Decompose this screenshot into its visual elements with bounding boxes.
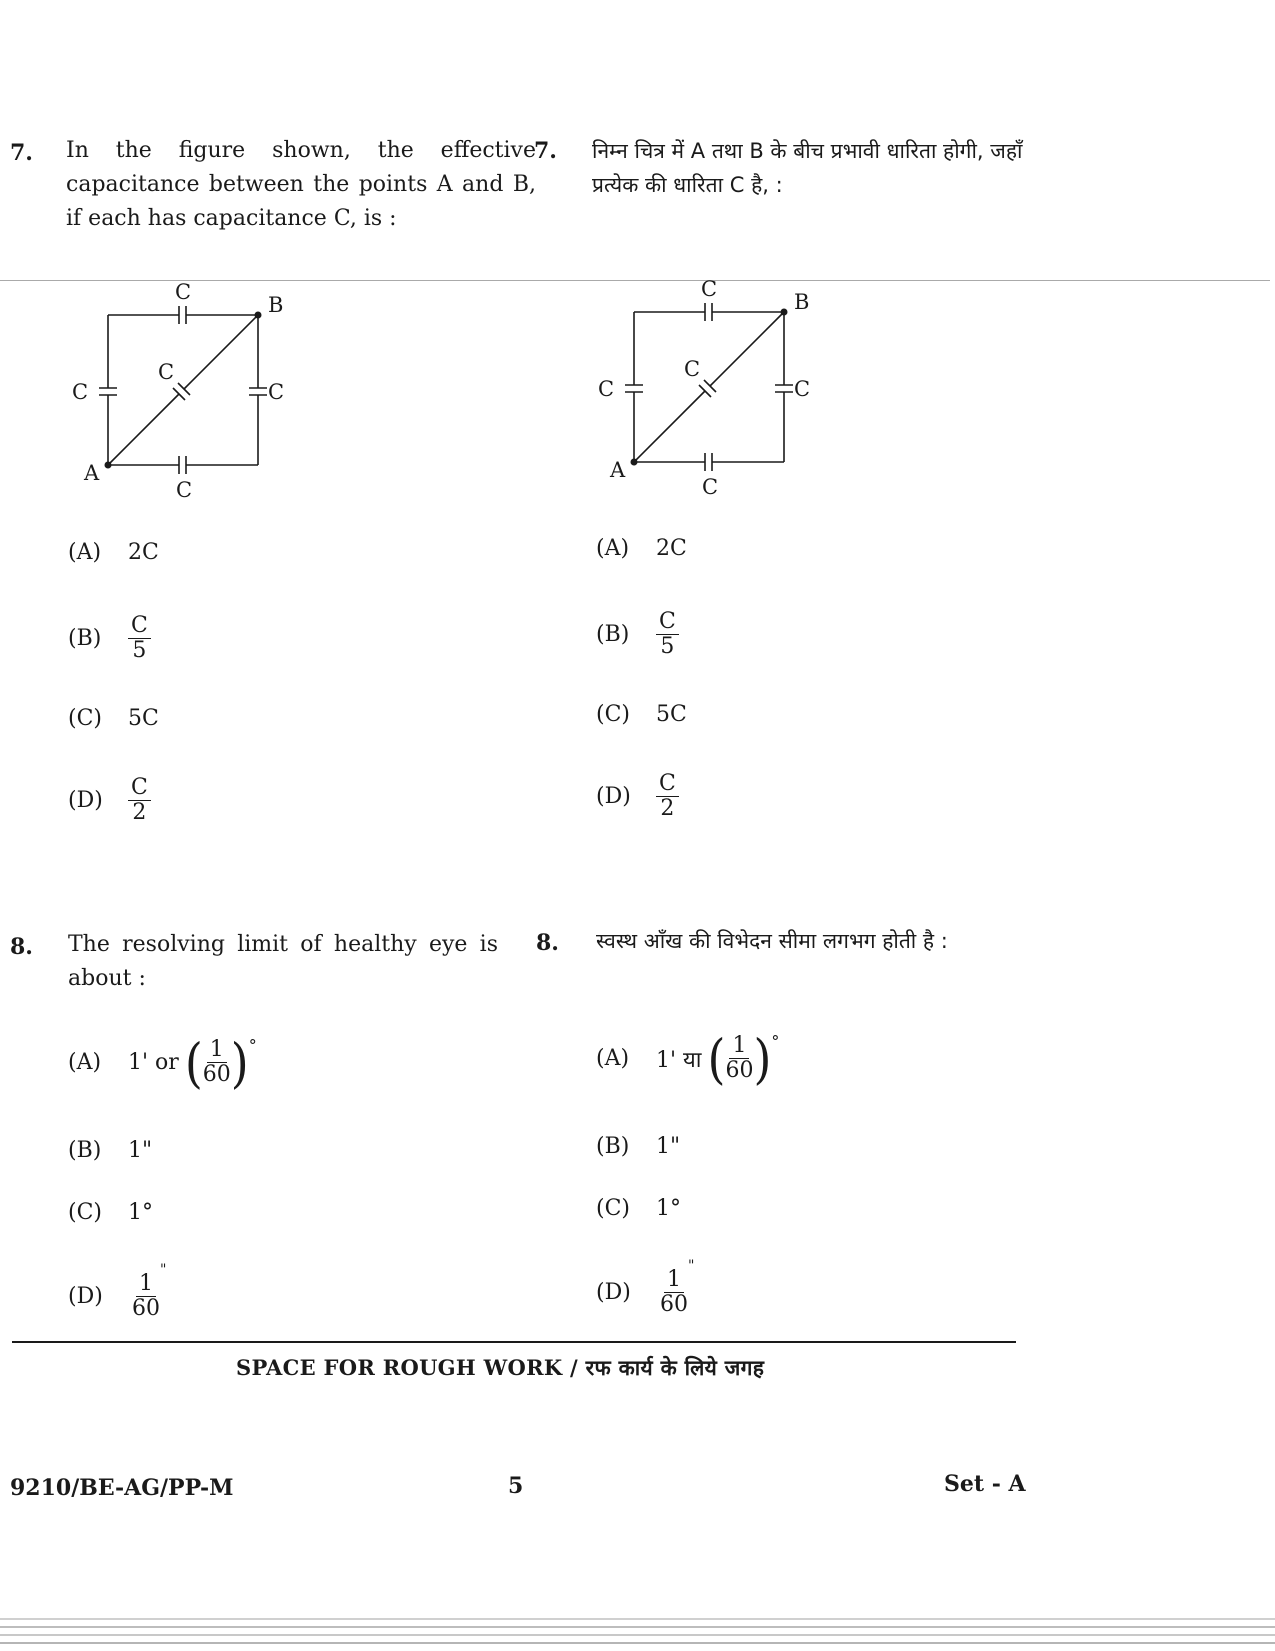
option-label: (A) xyxy=(596,1046,630,1071)
q7-number-hi: 7. xyxy=(534,138,557,164)
option-label: (B) xyxy=(596,1134,630,1159)
fraction-denominator: 2 xyxy=(132,800,147,825)
q8-option-b-en xyxy=(68,1138,152,1163)
fraction-numerator: 1 xyxy=(664,1268,684,1293)
fraction-denominator: 60 xyxy=(660,1292,688,1317)
fraction-denominator: 5 xyxy=(660,634,675,659)
paper-code: 9210/BE-AG/PP-M xyxy=(10,1475,234,1501)
q8-text-hi: स्वस्थ आँख की विभेदन सीमा लगभग होती है : xyxy=(596,929,948,953)
fraction-numerator: C xyxy=(656,772,679,797)
q8-option-d-hi xyxy=(596,1258,695,1317)
option-label: (D) xyxy=(596,784,631,809)
scan-edge-stripe xyxy=(0,1642,1275,1644)
set-label: Set - A xyxy=(944,1471,1026,1497)
rough-work-divider xyxy=(12,1341,1016,1343)
q7-text-hi: निम्न चित्र में A तथा B के बीच प्रभावी धारिता होगी, जहाँ प्रत्येक की धारिता C है, : xyxy=(592,139,1023,197)
minute-sup: " xyxy=(160,1262,167,1278)
fraction-numerator: 1 xyxy=(136,1272,156,1297)
fraction xyxy=(128,776,151,825)
fraction-denominator: 2 xyxy=(660,796,675,821)
minute-sup: " xyxy=(688,1258,695,1274)
q7-fig-label-left: C xyxy=(72,380,89,404)
scan-edge-stripe xyxy=(0,1626,1275,1628)
rough-work-title: SPACE FOR ROUGH WORK / रफ कार्य के लिये जगह xyxy=(236,1355,765,1380)
right-paren: ) xyxy=(230,1031,249,1094)
option-label: (D) xyxy=(596,1280,631,1305)
q7-option-b-en xyxy=(68,614,151,663)
fraction-denominator: 60 xyxy=(132,1296,160,1321)
option-value: 5C xyxy=(128,706,159,731)
q8-text-en: The resolving limit of healthy eye is about : xyxy=(68,932,498,991)
q7-fig-label-bottom: C xyxy=(176,478,193,502)
q7-fig-hi-label-bottom: C xyxy=(702,475,719,499)
fraction xyxy=(725,1034,753,1083)
q7-fig-hi-label-a: A xyxy=(610,458,626,482)
q7-option-c-hi xyxy=(596,702,687,727)
option-label: (C) xyxy=(68,706,102,731)
option-label: (D) xyxy=(68,1284,103,1309)
fraction-denominator: 5 xyxy=(132,638,147,663)
option-value: 1° xyxy=(128,1200,153,1225)
fraction xyxy=(656,772,679,821)
q7-fig-hi-label-left: C xyxy=(598,377,615,401)
scan-edge-stripe xyxy=(0,1634,1275,1636)
option-value: 1° xyxy=(656,1196,681,1221)
page-number: 5 xyxy=(508,1473,524,1499)
fraction xyxy=(128,614,151,663)
option-value: 2C xyxy=(656,536,687,561)
degree-sup: ° xyxy=(248,1036,257,1055)
option-label: (C) xyxy=(596,702,630,727)
degree-sup: ° xyxy=(771,1032,780,1051)
q7-fig-label-top: C xyxy=(175,280,192,304)
q8-number-hi: 8. xyxy=(536,930,559,956)
q7-fig-hi-label-top: C xyxy=(701,277,718,301)
q8-option-c-hi xyxy=(596,1196,681,1221)
fraction xyxy=(660,1268,688,1317)
q8-option-a-hi xyxy=(596,1027,780,1090)
option-label: (B) xyxy=(68,1138,102,1163)
q8-option-c-en xyxy=(68,1200,153,1225)
q8-option-d-en xyxy=(68,1262,167,1321)
option-prefix: 1' या xyxy=(656,1047,702,1073)
q7-text-en: In the figure shown, the effective capacitance between the points A and B, if each has capacitance C, is : xyxy=(66,138,536,231)
option-value: 5C xyxy=(656,702,687,727)
option-label: (B) xyxy=(68,626,102,651)
left-paren: ( xyxy=(184,1031,203,1094)
option-value: 2C xyxy=(128,540,159,565)
q7-option-b-hi xyxy=(596,610,679,659)
option-label: (B) xyxy=(596,622,630,647)
fraction xyxy=(132,1272,160,1321)
q7-option-d-hi xyxy=(596,772,679,821)
option-prefix: 1' or xyxy=(128,1050,179,1075)
right-paren: ) xyxy=(753,1027,772,1090)
fraction-numerator: C xyxy=(128,614,151,639)
scan-edge-stripe xyxy=(0,1618,1275,1620)
q7-fig-hi-label-b: B xyxy=(794,290,810,314)
q7-fig-label-right: C xyxy=(268,380,285,404)
fraction-denominator: 60 xyxy=(725,1058,754,1083)
q7-fig-hi-label-diag: C xyxy=(684,357,701,381)
q7-option-d-en xyxy=(68,776,151,825)
q7-fig-label-b: B xyxy=(268,293,284,317)
option-value: 1" xyxy=(128,1138,153,1163)
fraction-numerator: 1 xyxy=(729,1034,749,1059)
fraction xyxy=(203,1038,231,1087)
q7-fig-label-a: A xyxy=(84,461,100,485)
fraction xyxy=(656,610,679,659)
fraction-denominator: 60 xyxy=(202,1062,231,1087)
option-label: (D) xyxy=(68,788,103,813)
q7-option-a-hi xyxy=(596,536,687,561)
left-paren: ( xyxy=(707,1027,726,1090)
q8-number-en: 8. xyxy=(10,934,33,960)
q7-number-en: 7. xyxy=(10,140,33,166)
q7-figure-hi xyxy=(586,272,846,502)
option-label: (A) xyxy=(596,536,630,561)
q7-option-c-en xyxy=(68,706,159,731)
option-label: (A) xyxy=(68,540,102,565)
fraction-numerator: C xyxy=(128,776,151,801)
option-label: (A) xyxy=(68,1050,102,1075)
fraction-numerator: C xyxy=(656,610,679,635)
q7-option-a-en xyxy=(68,540,159,565)
q8-option-a-en xyxy=(68,1031,257,1094)
option-value: 1" xyxy=(656,1134,681,1159)
q7-fig-hi-label-right: C xyxy=(794,377,811,401)
fraction-numerator: 1 xyxy=(207,1038,227,1063)
q7-figure-en xyxy=(60,275,320,505)
q8-option-b-hi xyxy=(596,1134,680,1159)
option-label: (C) xyxy=(596,1196,630,1221)
option-label: (C) xyxy=(68,1200,102,1225)
q7-fig-label-diag: C xyxy=(158,360,175,384)
